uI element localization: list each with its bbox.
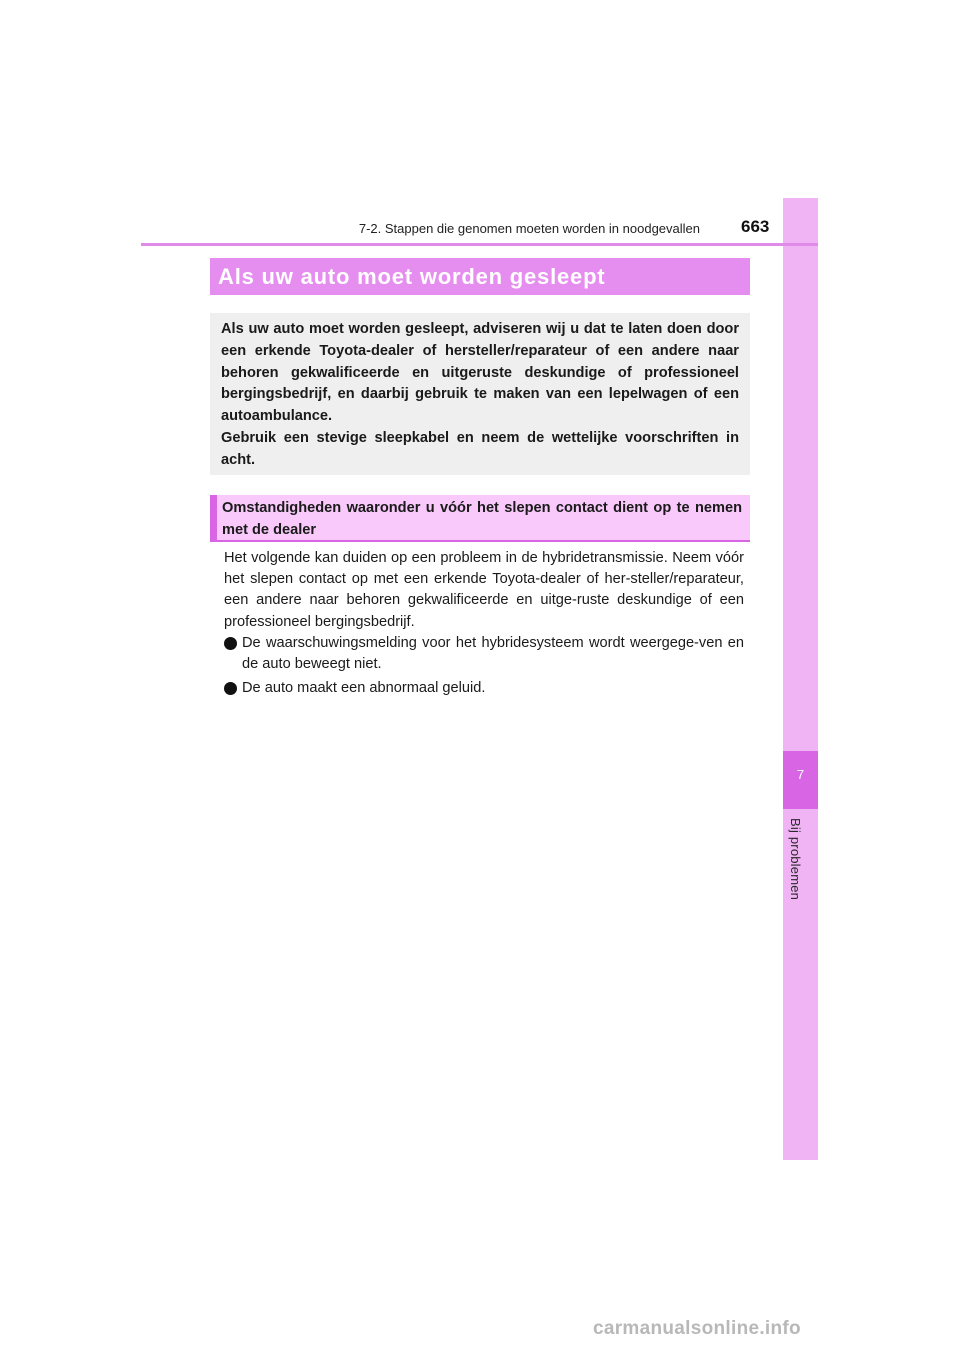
bullet-icon — [224, 682, 237, 695]
list-item-text: De waarschuwingsmelding voor het hybridesysteem wordt weergege-ven en de auto beweegt niet. — [242, 635, 744, 673]
header-section-title: 7-2. Stappen die genomen moeten worden in noodgevallen — [358, 221, 700, 236]
watermark: carmanualsonline.info — [593, 1318, 801, 1339]
intro-paragraph: Als uw auto moet worden gesleept, adviseren wij u dat te laten doen door een erkende Toyota-dealer of hersteller/reparateur of een andere naar behoren gekwalificeerde en uitgeruste deskundige of professioneel bergingsbedrijf, en daarbij gebruik te maken van een lepelwagen of een autoambulance. — [221, 321, 739, 425]
list-item-text: De auto maakt een abnormaal geluid. — [242, 680, 486, 697]
bullet-icon — [224, 637, 237, 650]
list-item — [224, 678, 744, 699]
section-title: Als uw auto moet worden gesleept — [210, 258, 750, 295]
chapter-label: Bij problemen — [788, 818, 803, 901]
chapter-number: 7 — [796, 767, 805, 782]
subsection-body: Het volgende kan duiden op een probleem in de hybridetransmissie. Neem vóór het slepen contact op met een erkende Toyota-dealer of her-steller/reparateur, een andere naar behoren gekwalificeerde en uitge-ruste deskundige of een professioneel bergingsbedrijf. — [224, 550, 744, 630]
list-item — [224, 633, 744, 675]
intro-paragraph: Gebruik een stevige sleepkabel en neem de wettelijke voorschriften in acht. — [221, 429, 739, 468]
page-number: 663 — [741, 217, 770, 236]
header-divider — [141, 243, 818, 246]
bullet-list — [224, 633, 744, 703]
subsection-heading: Omstandigheden waaronder u vóór het slepen contact dient op te nemen met de dealer — [210, 495, 750, 542]
intro-box — [210, 313, 750, 475]
chapter-side-tab — [783, 198, 818, 1160]
